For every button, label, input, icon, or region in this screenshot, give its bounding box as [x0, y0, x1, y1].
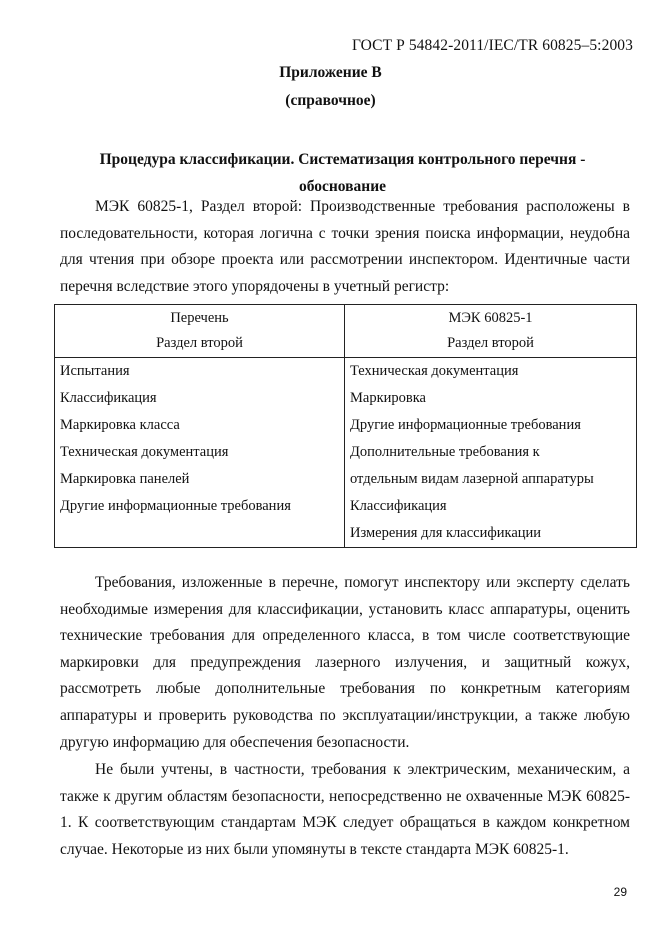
- list-item: Маркировка панелей: [60, 471, 190, 487]
- page-number: 29: [613, 885, 627, 899]
- right-header-cell: [345, 305, 637, 358]
- right-header-line: МЭК 60825-1: [448, 310, 533, 326]
- list-item: Другие информационные требования: [350, 417, 581, 433]
- paragraph-not-covered: Не были учтены, в частности, требования к электрическим, механическим, а также к другим областям безопасности, непосредственно не охваченные МЭК 60825-1. К соответствующим стандартам МЭК следует обращаться в каждом конкретном случае. Некоторые из них были упомянуты в тексте стандарта МЭК 60825-1.: [60, 761, 630, 858]
- list-item: отдельным видам лазерной аппаратуры: [350, 471, 594, 487]
- paragraph-requirements: Требования, изложенные в перечне, помогут инспектору или эксперту сделать необходимые измерения для классификации, установить класс аппаратуры, оценить технические требования для определенного класса, в том числе соответствующие маркировки для предупреждения лазерного излучения, и защитный кожух, рассмотреть любые дополнительные требования по конкретным категориям аппаратуры и проверить руководства по эксплуатации/инструкции, а также любую другую информацию для обеспечения безопасности.: [60, 574, 630, 751]
- table-header-row: [55, 305, 637, 358]
- left-header-cell: [55, 305, 345, 358]
- list-item: Маркировка: [350, 390, 426, 406]
- appendix-subtitle: (справочное): [285, 92, 376, 109]
- comparison-table: [54, 304, 637, 548]
- list-item: Испытания: [60, 363, 130, 379]
- list-item: Измерения для классификации: [350, 525, 542, 541]
- left-items-cell: [55, 358, 345, 548]
- list-item: Маркировка класса: [60, 417, 180, 433]
- right-items-cell: [345, 358, 637, 548]
- standard-header: ГОСТ Р 54842-2011/IEC/TR 60825–5:2003: [352, 37, 633, 54]
- appendix-title: Приложение В: [279, 64, 382, 81]
- right-header-line: Раздел второй: [447, 335, 534, 351]
- list-item: Классификация: [60, 390, 157, 406]
- list-item: Техническая документация: [350, 363, 519, 379]
- table-row: [55, 358, 637, 548]
- section-title: Процедура классификации. Систематизация контрольного перечня - обоснование: [99, 151, 586, 195]
- paragraph-intro: МЭК 60825-1, Раздел второй: Производственные требования расположены в последовательности, которая логична с точки зрения поиска информации, неудобна для чтения при обзоре проекта или рассмотрении инспектором. Идентичные части перечня вследствие этого упорядочены в учетный регистр:: [60, 198, 630, 295]
- list-item: Другие информационные требования: [60, 498, 291, 514]
- left-header-line: Раздел второй: [156, 335, 243, 351]
- list-item: Дополнительные требования к: [350, 444, 540, 460]
- list-item: Классификация: [350, 498, 447, 514]
- list-item: Техническая документация: [60, 444, 229, 460]
- left-header-line: Перечень: [170, 310, 229, 326]
